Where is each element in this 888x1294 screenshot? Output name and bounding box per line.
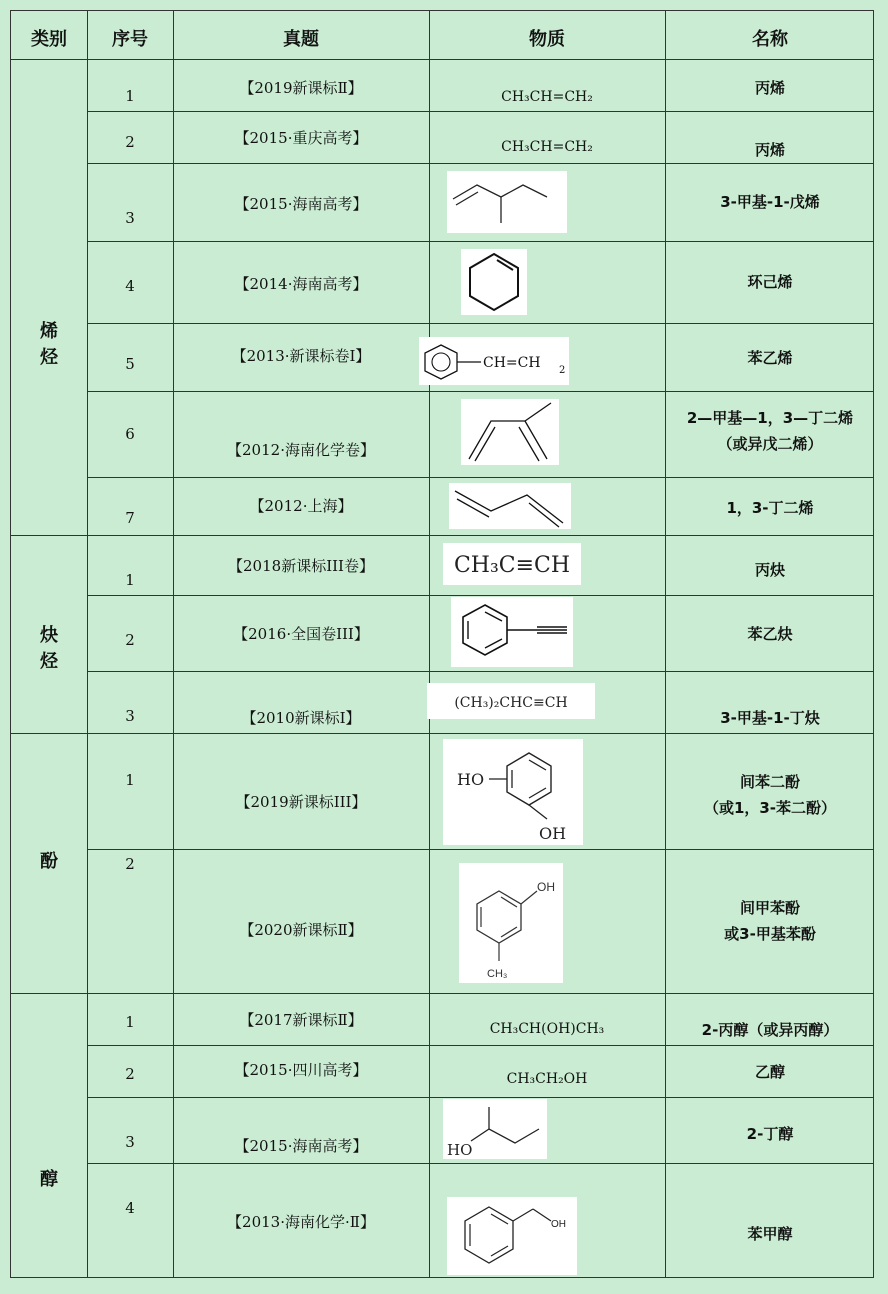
row-divider [87,391,873,392]
row-divider [87,1097,873,1098]
structure-propyne [443,543,581,585]
header-name: 名称 [752,29,788,50]
header-category: 类别 [31,29,67,50]
oh-label: OH [551,1219,566,1230]
formula-ethanol: CH₃CH₂OH [506,1071,588,1087]
row-name: 苯乙烯 [747,349,793,367]
oh-label: OH [539,824,567,843]
category-phenol: 酚 [40,851,58,872]
row-divider [87,323,873,324]
structure-cyclohexene [461,249,527,315]
row-source: 【2015·海南高考】 [234,195,368,213]
ho-label: HO [457,770,485,789]
row-source: 【2015·海南高考】 [234,1137,368,1155]
row-index: 3 [125,1133,135,1151]
structure-butadiene [449,483,571,529]
row-name: 3-甲基-1-戊烯 [720,193,820,211]
row-name: 1，3-丁二烯 [726,499,814,517]
row-name: 丙炔 [754,561,785,579]
row-divider [87,241,873,242]
row-index: 2 [125,855,135,873]
row-source: 【2012·海南化学卷】 [227,441,375,459]
structure-3-methyl-1-pentene [447,171,567,233]
row-index: 4 [125,277,135,295]
row-source: 【2013·新课标卷Ⅰ】 [231,347,371,365]
row-index: 3 [125,209,135,227]
styrene-chain-text: CH=CH [483,355,541,371]
row-divider [11,733,873,734]
row-source: 【2015·四川高考】 [234,1061,368,1079]
row-name: 环己烯 [747,273,793,291]
formula-propene: CH₃CH=CH₂ [501,89,593,105]
ho-label: HO [447,1141,473,1159]
row-index: 2 [125,133,135,151]
structure-benzyl-alcohol [447,1197,577,1275]
row-divider [87,849,873,850]
structure-resorcinol [443,739,583,845]
category-alcohol: 醇 [40,1169,58,1190]
row-divider [11,59,873,60]
row-source: 【2019新课标Ⅱ】 [239,79,363,97]
data-table [10,10,874,1278]
formula-propene: CH₃CH=CH₂ [501,139,593,155]
category-alkene: 烯 烃 [40,321,58,368]
row-source: 【2016·全国卷III】 [233,625,369,643]
row-source: 【2013·海南化学·Ⅱ】 [227,1213,375,1231]
row-divider [87,477,873,478]
row-source: 【2015·重庆高考】 [234,129,368,147]
row-source: 【2020新课标Ⅱ】 [239,921,363,939]
row-index: 1 [125,771,135,789]
row-divider [11,993,873,994]
structure-2-butanol [443,1099,547,1159]
row-name: 苯甲醇 [747,1225,793,1243]
structure-isoprene [461,399,559,465]
row-name: 2-丙醇（或异丙醇） [701,1021,839,1039]
structure-m-cresol [459,863,563,983]
row-divider [87,671,873,672]
styrene-subscript: 2 [559,365,566,376]
row-source: 【2014·海南高考】 [234,275,368,293]
formula-isopropanol: CH₃CH(OH)CH₃ [489,1021,605,1037]
row-name: 间甲苯酚 或3-甲基苯酚 [724,899,816,943]
row-divider [87,1045,873,1046]
row-name: 乙醇 [754,1063,785,1081]
row-divider [87,163,873,164]
row-index: 2 [125,631,135,649]
header-source: 真题 [283,29,319,50]
oh-label: OH [537,880,555,894]
propyne-text: CH₃C≡CH [453,553,571,578]
row-index: 5 [125,355,135,373]
ch3-label: CH₃ [487,968,508,980]
structure-phenylacetylene [451,597,573,667]
row-name: 丙烯 [754,141,785,159]
structure-3-methyl-1-butyne [427,683,595,719]
header-index: 序号 [112,29,148,50]
row-index: 1 [125,1013,135,1031]
row-index: 4 [125,1199,135,1217]
row-divider [87,1163,873,1164]
row-name: 苯乙炔 [747,625,793,643]
row-name: 2—甲基—1，3—丁二烯 （或异戊二烯） [686,409,854,453]
row-source: 【2017新课标Ⅱ】 [239,1011,363,1029]
structure-styrene [419,337,569,385]
category-alkyne: 炔 烃 [40,625,58,672]
row-index: 3 [125,707,135,725]
row-name: 3-甲基-1-丁炔 [720,709,820,727]
row-source: 【2010新课标Ⅰ】 [241,709,361,727]
row-index: 2 [125,1065,135,1083]
row-divider [11,535,873,536]
row-name: 丙烯 [754,79,785,97]
header-substance: 物质 [529,29,565,50]
row-divider [87,595,873,596]
row-index: 6 [125,425,135,443]
row-divider [87,111,873,112]
row-name: 间苯二酚 （或1，3-苯二酚） [703,773,837,817]
row-name: 2-丁醇 [746,1125,794,1143]
row-source: 【2012·上海】 [249,497,353,515]
row-index: 7 [125,509,135,527]
row-index: 1 [125,87,135,105]
row-index: 1 [125,571,135,589]
col-divider [429,11,430,1277]
row-source: 【2018新课标III卷】 [228,557,374,575]
row-source: 【2019新课标III】 [235,793,367,811]
methylbutyne-text: (CH₃)₂CHC≡CH [454,695,568,711]
